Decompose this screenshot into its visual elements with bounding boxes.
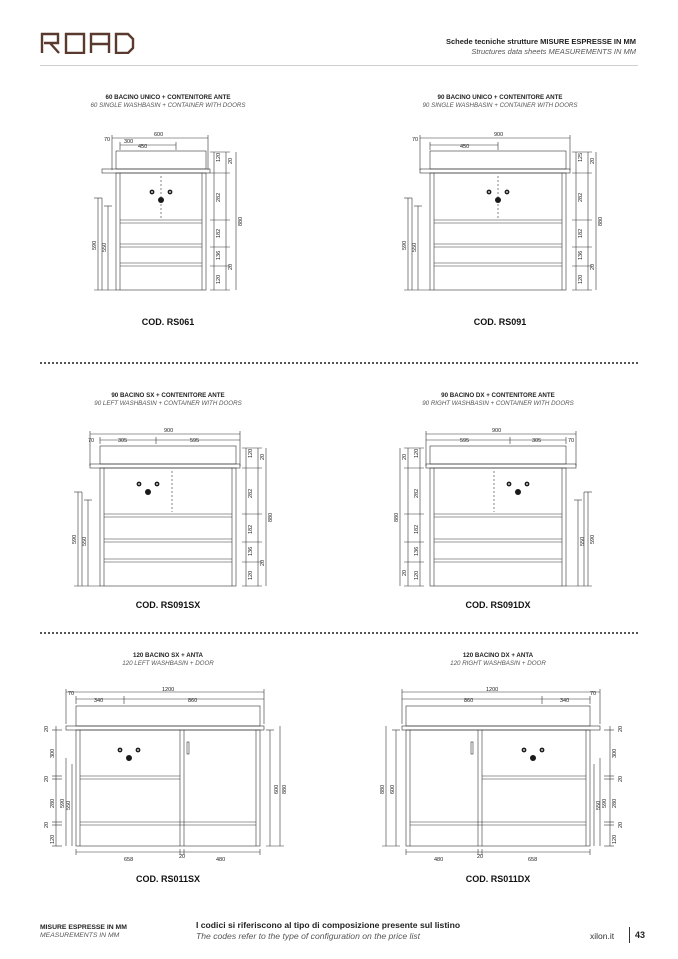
- drawing-rs061: [38, 130, 298, 295]
- footer-divider: [629, 927, 630, 943]
- dim-h-total: 880: [238, 216, 244, 226]
- dim-h-a: 590: [590, 534, 596, 544]
- dim-v4: 182: [248, 524, 254, 534]
- dim-v6: 20: [228, 263, 234, 270]
- dim-b-left: 658: [124, 857, 134, 863]
- footer-note-en: The codes refer to the type of configuration on the price list: [196, 931, 421, 941]
- footer-website[interactable]: xilon.it: [590, 931, 615, 941]
- dim-b-mid: 20: [477, 854, 484, 860]
- dim-top-b: 900: [164, 428, 174, 434]
- dim-v4: 182: [216, 228, 222, 238]
- footer-note: [196, 920, 460, 941]
- dim-h-a: 590: [602, 798, 608, 808]
- dim-h-a: 590: [72, 534, 78, 544]
- panel-subtitle: 120 RIGHT WASHBASIN + DOOR: [450, 660, 546, 667]
- dim-h-total: 880: [380, 784, 386, 794]
- dim-h-b: 550: [580, 536, 586, 546]
- dim-v6: 20: [402, 569, 408, 576]
- header-title-en: Structures data sheets MEASUREMENTS IN MM: [471, 47, 636, 56]
- dim-v5: 20: [618, 821, 624, 828]
- dim-h-b: 550: [102, 242, 108, 252]
- dim-h-total: 880: [598, 216, 604, 226]
- dim-h-total: 880: [282, 784, 288, 794]
- dim-v1: 125: [578, 152, 584, 162]
- dim-v3: 282: [248, 488, 254, 498]
- panel-subtitle: 90 LEFT WASHBASIN + CONTAINER WITH DOORS: [94, 400, 242, 407]
- panel-rs011sx: [38, 652, 298, 884]
- panel-title: 90 BACINO UNICO + CONTENITORE ANTE: [437, 94, 563, 101]
- drawing-rs091: [370, 130, 630, 295]
- dim-h-a: 590: [402, 240, 408, 250]
- panel-title: 120 BACINO DX + ANTA: [462, 652, 534, 659]
- dim-v7: 120: [248, 570, 254, 580]
- dim-v6: 120: [612, 834, 618, 844]
- drawing-rs011sx: [38, 684, 298, 872]
- product-code: COD. RS091: [473, 317, 527, 327]
- dim-v2: 20: [402, 453, 408, 460]
- dim-v7: 120: [578, 274, 584, 284]
- dim-v4: 182: [578, 228, 584, 238]
- dim-top-a: 70: [568, 438, 575, 444]
- dim-v2: 300: [612, 748, 618, 758]
- dim-top-b: 1200: [162, 687, 175, 693]
- panel-title: 90 BACINO SX + CONTENITORE ANTE: [111, 392, 225, 399]
- dim-b-left: 480: [434, 857, 444, 863]
- dim-h-b: 550: [596, 800, 602, 810]
- dotted-separator: [40, 362, 638, 364]
- dim-h-a: 590: [92, 240, 98, 250]
- header-title-it: Schede tecniche strutture MISURE ESPRESSE IN MM: [445, 37, 636, 46]
- road-logo: [40, 32, 135, 54]
- footer-note-it: I codici si riferiscono al tipo di composizione presente sul listino: [196, 920, 461, 930]
- dim-v3: 282: [216, 192, 222, 202]
- dim-b-right: 658: [528, 857, 538, 863]
- dim-h-a: 590: [60, 798, 66, 808]
- dim-top-d: 595: [460, 438, 470, 444]
- dim-v6: 120: [50, 834, 56, 844]
- dim-top-b: 900: [494, 132, 504, 138]
- dim-v1: 120: [216, 152, 222, 162]
- dim-v2: 300: [50, 748, 56, 758]
- dim-v2: 20: [260, 453, 266, 460]
- dim-v1: 120: [414, 448, 420, 458]
- dim-h-b: 550: [66, 800, 72, 810]
- dim-b-mid: 20: [179, 854, 186, 860]
- page-number: 43: [635, 930, 646, 940]
- dim-h-total: 880: [268, 512, 274, 522]
- dim-v3: 20: [44, 775, 50, 782]
- dim-h-total: 880: [394, 512, 400, 522]
- dim-top-b: 1200: [486, 687, 499, 693]
- dim-v4: 182: [414, 524, 420, 534]
- dim-v2: 20: [228, 157, 234, 164]
- dim-v1: 120: [248, 448, 254, 458]
- product-code: COD. RS011SX: [135, 874, 201, 884]
- product-code: COD. RS011DX: [465, 874, 531, 884]
- dim-h-b: 550: [82, 536, 88, 546]
- dim-v3: 282: [578, 192, 584, 202]
- dim-top-b: 600: [154, 132, 164, 138]
- panel-rs061: [38, 94, 298, 327]
- product-code: COD. RS061: [141, 317, 195, 327]
- header-rule: [40, 65, 638, 66]
- dim-top-d: 450: [460, 144, 470, 150]
- drawing-rs091sx: [38, 426, 298, 591]
- dim-top-d: 595: [190, 438, 200, 444]
- dim-v4: 280: [612, 798, 618, 808]
- dim-v1: 20: [44, 725, 50, 732]
- dim-top-a: 70: [590, 691, 597, 697]
- panel-title: 120 BACINO SX + ANTA: [133, 652, 203, 659]
- panel-subtitle: 90 RIGHT WASHBASIN + CONTAINER WITH DOORS: [422, 400, 574, 407]
- header-titles: [446, 37, 636, 56]
- dim-v5: 20: [44, 821, 50, 828]
- dim-v3: 282: [414, 488, 420, 498]
- panel-title: 90 BACINO DX + CONTENITORE ANTE: [441, 392, 555, 399]
- dim-h-b: 550: [412, 242, 418, 252]
- panel-rs091: [370, 94, 630, 327]
- dim-v4: 280: [50, 798, 56, 808]
- dim-top-d: 860: [464, 698, 474, 704]
- panel-subtitle: 120 LEFT WASHBASIN + DOOR: [122, 660, 214, 667]
- footer-measures-it: MISURE ESPRESSE IN MM: [40, 924, 127, 931]
- dim-v5: 136: [248, 546, 254, 556]
- dim-v5: 136: [216, 250, 222, 260]
- dim-top-a: 70: [104, 137, 111, 143]
- drawing-rs091dx: [368, 426, 628, 591]
- dim-b-right: 480: [216, 857, 226, 863]
- dim-top-d: 450: [138, 144, 148, 150]
- drawing-rs011dx: [368, 684, 628, 872]
- dim-top-c: 305: [532, 438, 542, 444]
- dim-v3: 20: [618, 775, 624, 782]
- panel-rs011dx: [368, 652, 628, 884]
- dim-v5: 136: [414, 546, 420, 556]
- panel-rs091dx: [368, 392, 628, 610]
- dim-v7: 120: [216, 274, 222, 284]
- dim-h-mid: 600: [390, 784, 396, 794]
- dim-top-b: 900: [492, 428, 502, 434]
- dim-top-c: 305: [118, 438, 128, 444]
- panel-title: 60 BACINO UNICO + CONTENITORE ANTE: [105, 94, 231, 101]
- dim-v1: 20: [618, 725, 624, 732]
- footer-measures-en: MEASUREMENTS IN MM: [40, 932, 120, 939]
- product-code: COD. RS091DX: [465, 600, 531, 610]
- dim-top-d: 860: [188, 698, 198, 704]
- dim-top-a: 70: [412, 137, 419, 143]
- panel-subtitle: 90 SINGLE WASHBASIN + CONTAINER WITH DOORS: [422, 102, 578, 109]
- dim-v2: 20: [590, 157, 596, 164]
- dim-v7: 120: [414, 570, 420, 580]
- dotted-separator: [40, 632, 638, 634]
- dim-h-mid: 600: [274, 784, 280, 794]
- dim-top-c: 300: [124, 139, 134, 145]
- dim-v5: 136: [578, 250, 584, 260]
- panel-subtitle: 60 SINGLE WASHBASIN + CONTAINER WITH DOORS: [90, 102, 246, 109]
- footer-measures: [40, 924, 127, 939]
- panel-rs091sx: [38, 392, 298, 610]
- dim-top-c: 340: [560, 698, 570, 704]
- dim-top-a: 70: [88, 438, 95, 444]
- dim-top-a: 70: [68, 691, 75, 697]
- dim-top-c: 340: [94, 698, 104, 704]
- dim-v6: 20: [260, 559, 266, 566]
- dim-v6: 20: [590, 263, 596, 270]
- product-code: COD. RS091SX: [135, 600, 201, 610]
